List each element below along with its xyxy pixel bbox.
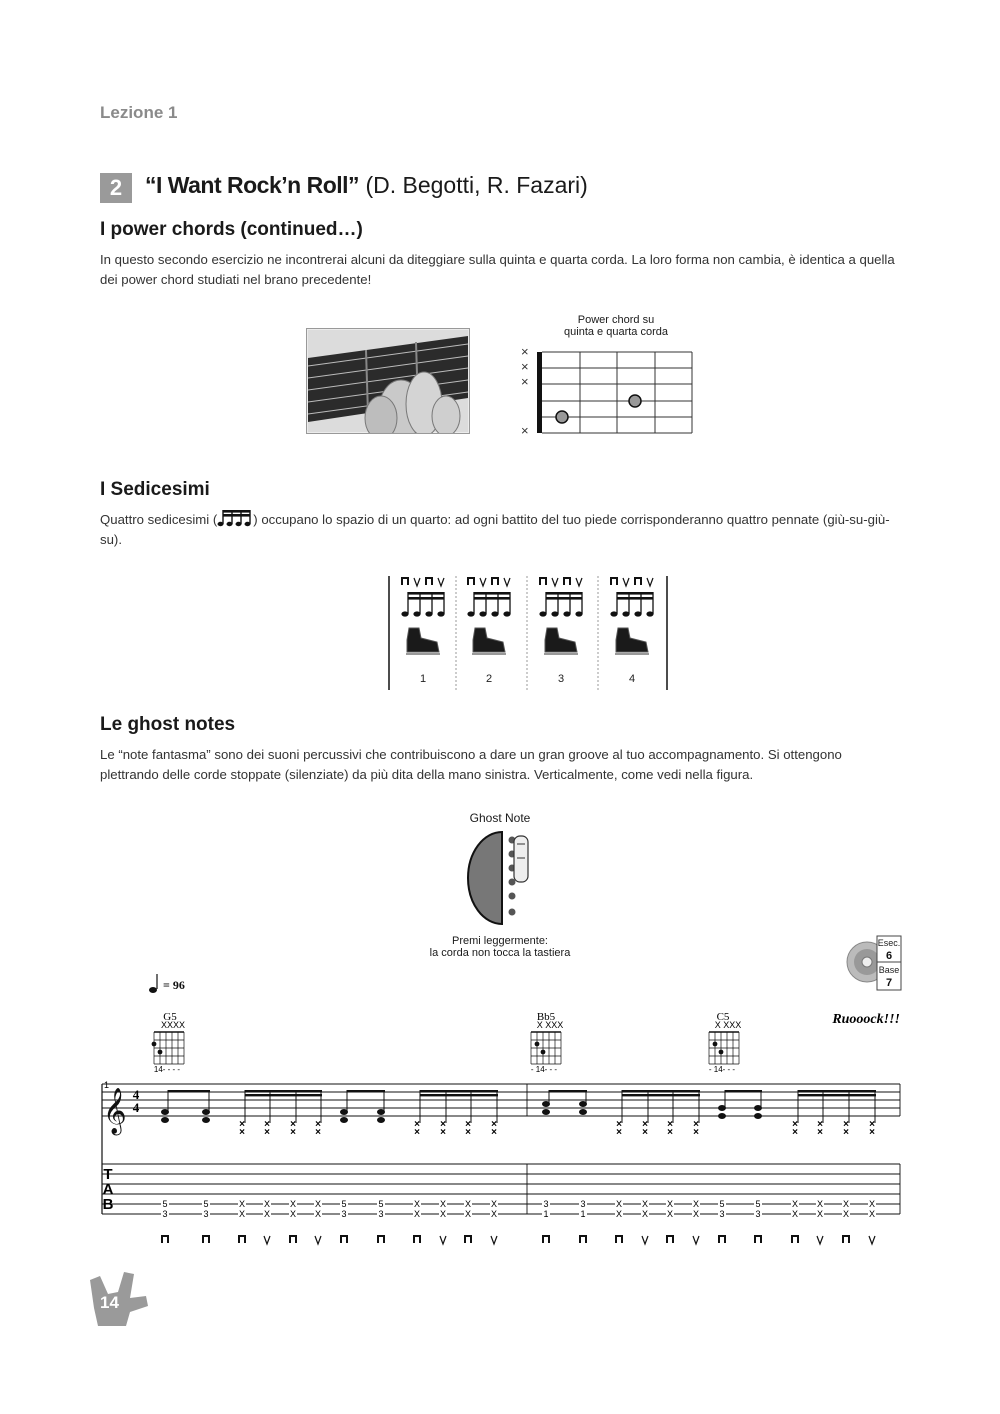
chord-grid — [152, 1020, 185, 1074]
downstroke-icon — [792, 1236, 798, 1243]
song-title — [145, 172, 588, 199]
tab-number: X — [314, 1199, 322, 1209]
downstroke-icon — [635, 578, 641, 585]
ghost-note — [465, 1090, 471, 1138]
ghost-note — [616, 1090, 622, 1138]
note-beam — [420, 1090, 498, 1092]
downstroke-icon — [580, 1236, 586, 1243]
downstroke-icon — [162, 1236, 168, 1243]
boot-icon — [472, 628, 506, 654]
sixteenths-text — [100, 509, 900, 549]
ghost-note — [491, 1090, 497, 1138]
upstroke-icon — [480, 578, 486, 586]
tab-label-a: A — [102, 1181, 114, 1198]
beat-group — [467, 578, 510, 654]
tab-number: X — [868, 1199, 876, 1209]
power-chord-note — [202, 1090, 210, 1123]
downstroke-icon — [540, 578, 546, 585]
ghost-note — [264, 1090, 270, 1138]
diagram-caption-line2: quinta e quarta corda — [564, 326, 668, 338]
svg-text:×: × — [693, 1119, 699, 1130]
muted-mark: × — [521, 359, 529, 374]
chord-fret-label: - 14- - - — [708, 1065, 736, 1074]
tab-number: X — [791, 1199, 799, 1209]
svg-text:×: × — [817, 1119, 823, 1130]
tab-number: X — [791, 1209, 799, 1219]
svg-text:×: × — [440, 1119, 446, 1130]
chord-top-marks: XXXX — [160, 1020, 186, 1030]
upstroke-icon — [693, 1236, 699, 1244]
ghost-caption-line2: la corda non tocca la tastiera — [429, 947, 571, 959]
tab-number: 1 — [580, 1209, 586, 1219]
note-beam — [245, 1094, 322, 1096]
tab-number: 3 — [162, 1209, 168, 1219]
hand-photo — [306, 328, 470, 434]
tab-number: X — [439, 1199, 447, 1209]
downstroke-icon — [719, 1236, 725, 1243]
note-beam — [347, 1090, 385, 1092]
diagram-caption-line1: Power chord su — [577, 314, 655, 326]
downstroke-icon — [564, 578, 570, 585]
tab-number: X — [615, 1209, 623, 1219]
svg-text:×: × — [642, 1127, 648, 1138]
downstroke-icon — [843, 1236, 849, 1243]
chord-fret-label: - 14- - - — [530, 1065, 558, 1074]
tab-number: X — [464, 1209, 472, 1219]
downstroke-icon — [543, 1236, 549, 1243]
tab-number: X — [666, 1209, 674, 1219]
finger-dot — [629, 395, 641, 407]
cd-esec-label: Esec. — [877, 938, 901, 948]
note-beam — [622, 1094, 700, 1096]
boot-icon — [615, 628, 649, 654]
svg-text:×: × — [414, 1127, 420, 1138]
beat-number: 2 — [485, 673, 493, 685]
svg-text:×: × — [642, 1119, 648, 1130]
svg-text:×: × — [693, 1127, 699, 1138]
power-chord-note — [340, 1090, 348, 1123]
power-chords-heading: I power chords (continued…) — [100, 219, 363, 240]
tab-number: X — [842, 1199, 850, 1209]
upstroke-icon — [264, 1236, 270, 1244]
svg-text:×: × — [264, 1119, 270, 1130]
svg-text:×: × — [239, 1127, 245, 1138]
upstroke-icon — [440, 1236, 446, 1244]
svg-text:×: × — [315, 1119, 321, 1130]
tab-number: 3 — [580, 1199, 586, 1209]
downstroke-icon — [465, 1236, 471, 1243]
downstroke-icon — [468, 578, 474, 585]
svg-text:×: × — [290, 1127, 296, 1138]
power-chord-note — [754, 1090, 762, 1119]
svg-text:×: × — [616, 1119, 622, 1130]
finger-dot — [713, 1042, 718, 1047]
ghost-note — [642, 1090, 648, 1138]
tab-number: X — [666, 1199, 674, 1209]
tab-number: X — [868, 1209, 876, 1219]
tab-number: X — [615, 1199, 623, 1209]
chord-name: G5 — [163, 1011, 177, 1023]
note-beam — [245, 1090, 322, 1092]
upstroke-icon — [504, 578, 510, 586]
muted-mark: × — [521, 345, 529, 359]
boot-icon — [544, 628, 578, 654]
note-beam — [622, 1090, 700, 1092]
upstroke-icon — [576, 578, 582, 586]
tab-number: X — [289, 1209, 297, 1219]
tempo-text: = 96 — [163, 978, 185, 992]
note-beam — [549, 1090, 587, 1092]
svg-text:×: × — [315, 1127, 321, 1138]
ghost-note — [440, 1090, 446, 1138]
tab-number: X — [238, 1209, 246, 1219]
ghost-notes-text: Le “note fantasma” sono dei suoni percussivi che contribuiscono a dare un gran groove al tuo accompagnamento. Si ottengono plettrando delle corde stoppate (silenziate) da più dita della mano sinistra. Verticalmente, come vedi nella figura. — [100, 747, 842, 782]
tab-number: X — [439, 1209, 447, 1219]
chord-grid — [709, 1020, 741, 1074]
finger-dot — [541, 1050, 546, 1055]
finger-dot — [556, 411, 568, 423]
svg-text:×: × — [616, 1127, 622, 1138]
beat-number: 4 — [628, 673, 636, 685]
tab-number: 5 — [203, 1199, 209, 1209]
tab-number: X — [263, 1209, 271, 1219]
beat-number: 3 — [557, 673, 565, 685]
measure-number: 1 — [104, 1080, 110, 1090]
tab-number: X — [289, 1199, 297, 1209]
downstroke-icon — [290, 1236, 296, 1243]
note-beam — [798, 1090, 876, 1092]
tab-number: 3 — [543, 1199, 549, 1209]
ghost-note — [693, 1090, 699, 1138]
tab-number: X — [641, 1209, 649, 1219]
ghost-notes-heading: Le ghost notes — [100, 714, 236, 735]
note-beam — [168, 1090, 210, 1092]
ghost-note-figure — [466, 830, 536, 926]
upstroke-icon — [552, 578, 558, 586]
track-number-badge: 2 — [100, 173, 132, 203]
power-chord-note — [542, 1090, 550, 1115]
tab-number: 3 — [719, 1209, 725, 1219]
power-chord-diagram — [515, 345, 700, 440]
downstroke-icon — [667, 1236, 673, 1243]
note-beam — [798, 1094, 876, 1096]
svg-text:×: × — [491, 1119, 497, 1130]
ghost-note — [315, 1090, 321, 1138]
svg-text:×: × — [264, 1127, 270, 1138]
tab-label-t: T — [103, 1166, 113, 1183]
svg-text:×: × — [465, 1127, 471, 1138]
tab-number: X — [692, 1209, 700, 1219]
lesson-label: Lezione 1 — [100, 103, 178, 122]
downstroke-icon — [402, 578, 408, 585]
power-chord-note — [161, 1090, 169, 1123]
boot-icon — [406, 628, 440, 654]
tempo-mark — [149, 974, 185, 993]
tab-number: 5 — [719, 1199, 725, 1209]
ghost-note — [290, 1090, 296, 1138]
cd-base-track: 7 — [885, 977, 893, 989]
sixteenth-notes-icon — [217, 509, 253, 527]
downstroke-icon — [611, 578, 617, 585]
downstroke-icon — [616, 1236, 622, 1243]
tab-number: X — [464, 1199, 472, 1209]
upstroke-icon — [642, 1236, 648, 1244]
diagram-caption — [540, 314, 692, 338]
ghost-note — [667, 1090, 673, 1138]
note-beam — [725, 1090, 762, 1092]
tab-number: X — [314, 1209, 322, 1219]
svg-text:×: × — [465, 1119, 471, 1130]
sixteenths-heading: I Sedicesimi — [100, 479, 210, 500]
downstroke-icon — [426, 578, 432, 585]
upstroke-icon — [414, 578, 420, 586]
svg-text:×: × — [792, 1119, 798, 1130]
svg-text:×: × — [869, 1127, 875, 1138]
ghost-note — [843, 1090, 849, 1138]
muted-string-marks — [521, 345, 529, 438]
tab-number: X — [641, 1199, 649, 1209]
song-title-text: “I Want Rock’n Roll” — [145, 172, 360, 198]
svg-text:×: × — [440, 1127, 446, 1138]
tab-number: X — [413, 1199, 421, 1209]
score — [100, 972, 905, 1262]
cd-esec-track: 6 — [885, 950, 893, 962]
upstroke-icon — [623, 578, 629, 586]
time-sig-bottom: 4 — [132, 1100, 140, 1115]
tab-number: X — [816, 1199, 824, 1209]
chord-top-marks: X XXX — [714, 1020, 742, 1030]
chord-fret-label: 14- - - - — [153, 1065, 181, 1074]
upstroke-icon — [817, 1236, 823, 1244]
cd-base-label: Base — [878, 965, 900, 975]
ghost-caption-line1: Premi leggermente: — [452, 935, 548, 947]
tab-number: 3 — [755, 1209, 761, 1219]
tab-number: X — [842, 1209, 850, 1219]
tab-number: 5 — [341, 1199, 347, 1209]
tab-number: X — [816, 1209, 824, 1219]
svg-text:×: × — [869, 1119, 875, 1130]
tab-number: 5 — [162, 1199, 168, 1209]
tab-label-b: B — [102, 1196, 114, 1213]
finger-dot — [719, 1050, 724, 1055]
power-chords-text: In questo secondo esercizio ne incontrerai alcuni da diteggiare sulla quinta e quarta corda. La loro forma non cambia, è identica a quella dei power chord studiati nel brano precedente! — [100, 252, 895, 287]
chord-grid — [531, 1020, 563, 1074]
tab-number: X — [490, 1199, 498, 1209]
tab-number: 5 — [378, 1199, 384, 1209]
power-chord-note — [718, 1090, 726, 1119]
note-beam — [420, 1094, 498, 1096]
downstroke-icon — [239, 1236, 245, 1243]
time-sig-top: 4 — [132, 1087, 140, 1102]
power-chord-note — [579, 1090, 587, 1115]
svg-text:×: × — [667, 1127, 673, 1138]
treble-clef-icon: 𝄞 — [103, 1088, 127, 1133]
upstroke-icon — [315, 1236, 321, 1244]
tab-number: 3 — [378, 1209, 384, 1219]
sixteenths-text-after: ) occupano lo spazio di un quarto: ad ogni battito del tuo piede corrisponderanno quattro pennate (giù-su-giù-su). — [100, 512, 890, 547]
downstroke-icon — [378, 1236, 384, 1243]
sixteenths-text-before: Quattro sedicesimi ( — [100, 512, 218, 527]
beat-group — [610, 578, 653, 654]
finger-dot — [158, 1050, 163, 1055]
expression-text: Ruooock!!! — [832, 1012, 900, 1027]
chord-name: Bb5 — [536, 1011, 556, 1023]
svg-text:×: × — [239, 1119, 245, 1130]
beat-number: 1 — [419, 673, 427, 685]
muted-mark: × — [521, 423, 529, 438]
tab-number: X — [692, 1199, 700, 1209]
upstroke-icon — [647, 578, 653, 586]
svg-text:×: × — [792, 1127, 798, 1138]
downstroke-icon — [492, 578, 498, 585]
svg-text:×: × — [491, 1127, 497, 1138]
ghost-note-caption — [400, 935, 600, 959]
tab-number: 5 — [755, 1199, 761, 1209]
beat-group — [401, 578, 444, 654]
sixteenths-foot-diagram — [385, 572, 675, 694]
tab-number: 3 — [203, 1209, 209, 1219]
song-authors: (D. Begotti, R. Fazari) — [365, 172, 588, 198]
downstroke-icon — [203, 1236, 209, 1243]
svg-text:×: × — [667, 1119, 673, 1130]
tab-number: 1 — [543, 1209, 549, 1219]
tab-number: 3 — [341, 1209, 347, 1219]
svg-text:×: × — [290, 1119, 296, 1130]
upstroke-icon — [438, 578, 444, 586]
svg-text:×: × — [817, 1127, 823, 1138]
upstroke-icon — [869, 1236, 875, 1244]
tab-number: X — [490, 1209, 498, 1219]
finger-dot — [152, 1042, 157, 1047]
beat-group — [539, 578, 582, 654]
ghost-note — [239, 1090, 245, 1138]
page-number: 14 — [100, 1293, 119, 1312]
rock-hand-icon — [84, 1268, 154, 1328]
tab-number: X — [263, 1199, 271, 1209]
chord-name: C5 — [716, 1011, 730, 1023]
tab-number: X — [413, 1209, 421, 1219]
svg-text:×: × — [843, 1119, 849, 1130]
svg-text:×: × — [414, 1119, 420, 1130]
svg-text:×: × — [843, 1127, 849, 1138]
downstroke-icon — [414, 1236, 420, 1243]
downstroke-icon — [755, 1236, 761, 1243]
ghost-note-figure-title: Ghost Note — [469, 811, 531, 825]
upstroke-icon — [491, 1236, 497, 1244]
ghost-note — [869, 1090, 875, 1138]
ghost-note — [817, 1090, 823, 1138]
tab-number: X — [238, 1199, 246, 1209]
finger-dot — [535, 1042, 540, 1047]
power-chord-note — [377, 1090, 385, 1123]
ghost-note — [414, 1090, 420, 1138]
downstroke-icon — [341, 1236, 347, 1243]
ghost-note — [792, 1090, 798, 1138]
muted-mark: × — [521, 374, 529, 389]
chord-top-marks: X XXX — [536, 1020, 564, 1030]
